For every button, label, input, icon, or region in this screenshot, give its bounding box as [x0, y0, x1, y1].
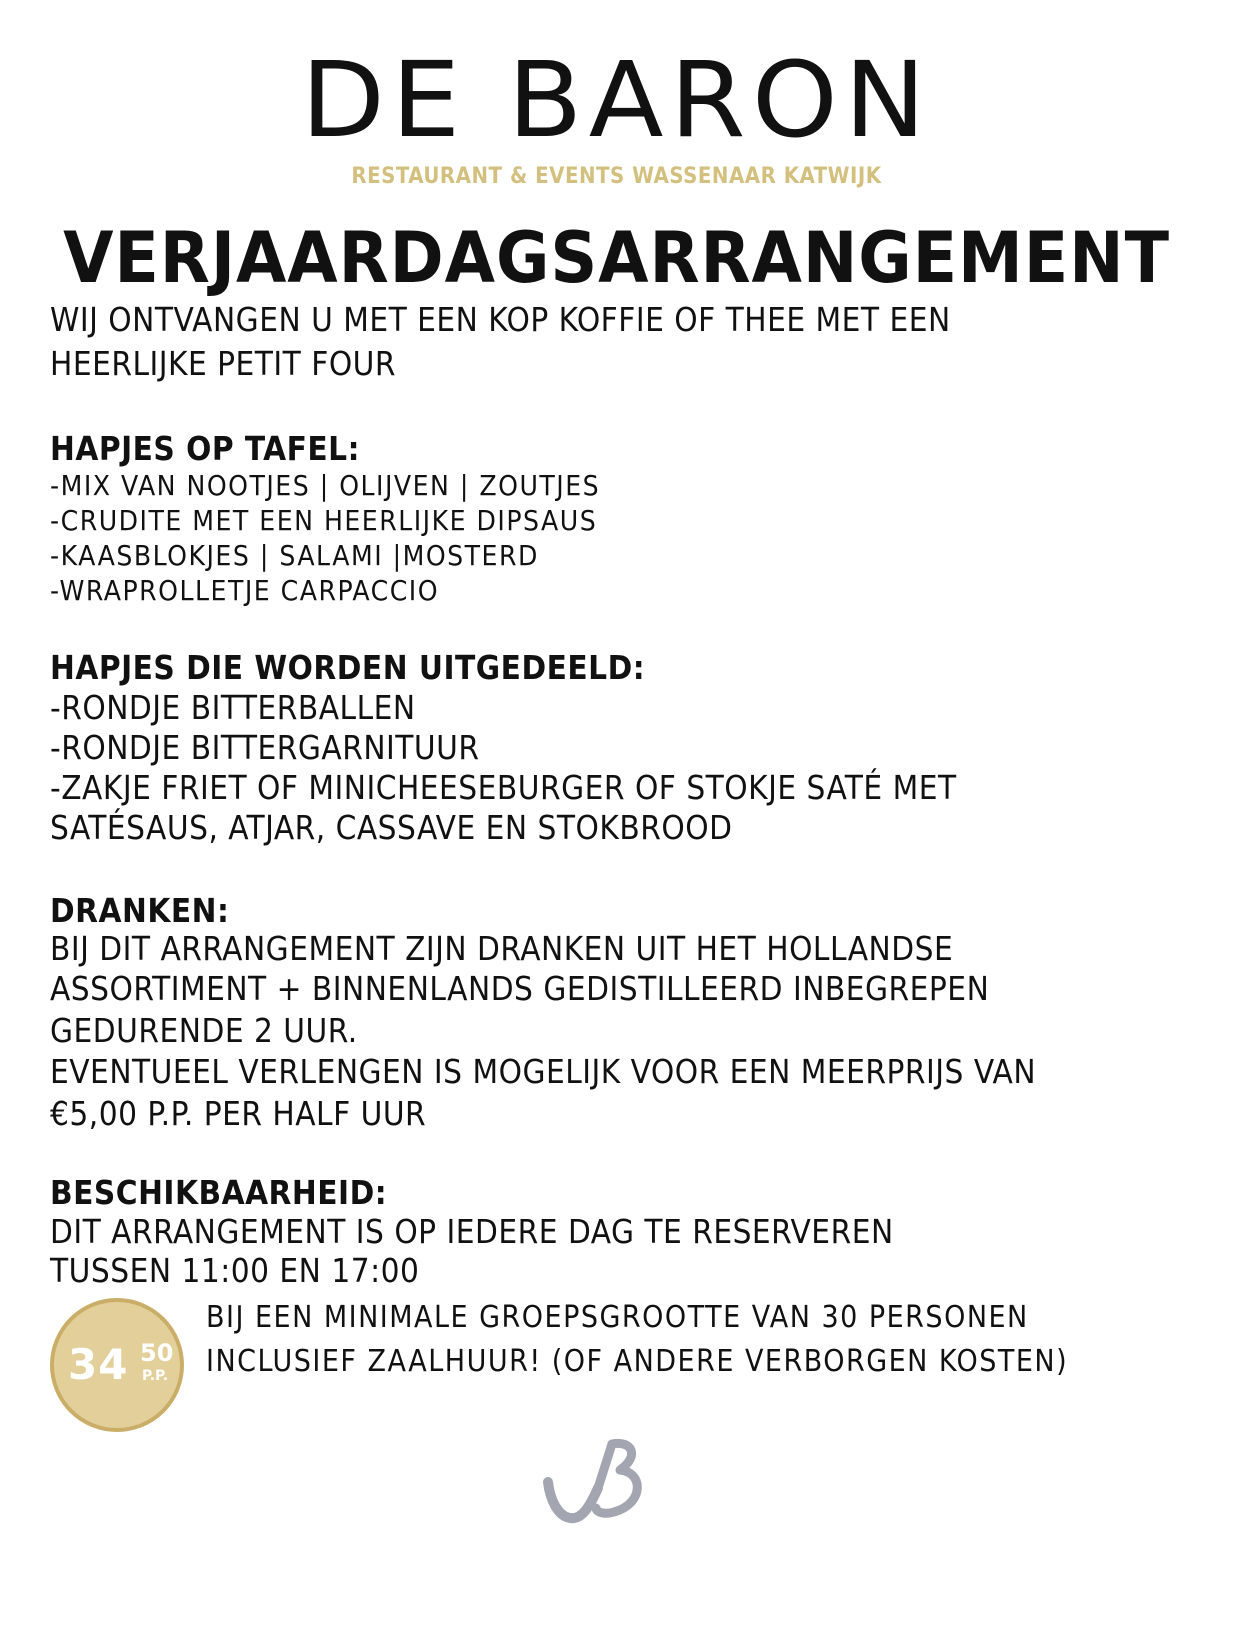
group-info	[206, 1296, 1068, 1384]
group-info-line: BIJ EEN MINIMALE GROEPSGROOTTE VAN 30 PERSONEN	[206, 1300, 1029, 1335]
page-title: VERJAARDAGSARRANGEMENT	[63, 217, 1170, 299]
section-heading-hapjes-uitgedeeld: HAPJES DIE WORDEN UITGEDEELD:	[50, 648, 646, 687]
list-item: -CRUDITE MET EEN HEERLIJKE DIPSAUS	[50, 504, 598, 537]
list-item: -ZAKJE FRIET OF MINICHEESEBURGER OF STOKJE SATÉ MET	[50, 768, 957, 807]
list-item: EVENTUEEL VERLENGEN IS MOGELIJK VOOR EEN MEERPRIJS VAN	[50, 1052, 1037, 1091]
intro-line: WIJ ONTVANGEN U MET EEN KOP KOFFIE OF THEE MET EEN	[50, 300, 951, 339]
list-item: DIT ARRANGEMENT IS OP IEDERE DAG TE RESERVEREN	[50, 1212, 894, 1251]
intro-line: HEERLIJKE PETIT FOUR	[50, 344, 397, 383]
section-heading-dranken: DRANKEN:	[50, 891, 230, 930]
spacer	[50, 608, 1190, 648]
list-item: BIJ DIT ARRANGEMENT ZIJN DRANKEN UIT HET HOLLANDSE	[50, 929, 954, 968]
list-item: €5,00 P.P. PER HALF UUR	[50, 1094, 427, 1133]
section-heading-hapjes-op-tafel: HAPJES OP TAFEL:	[50, 429, 360, 468]
list-item: -KAASBLOKJES | SALAMI |MOSTERD	[50, 539, 539, 572]
vb-monogram-icon	[540, 1434, 650, 1530]
list-item: ASSORTIMENT + BINNENLANDS GEDISTILLEERD INBEGREPEN	[50, 969, 990, 1008]
list-item: -MIX VAN NOOTJES | OLIJVEN | ZOUTJES	[50, 469, 601, 502]
price-badge	[50, 1298, 184, 1432]
list-item: -WRAPROLLETJE CARPACCIO	[50, 574, 440, 607]
brand-tagline: RESTAURANT & EVENTS WASSENAAR KATWIJK	[351, 164, 882, 189]
spacer	[50, 848, 1190, 892]
arrangement-content	[50, 298, 1190, 1290]
price-cents: 50	[140, 1339, 174, 1367]
list-item: SATÉSAUS, ATJAR, CASSAVE EN STOKBROOD	[50, 808, 733, 847]
list-item: TUSSEN 11:00 EN 17:00	[50, 1251, 420, 1290]
list-item: GEDURENDE 2 UUR.	[50, 1011, 358, 1050]
price-main: 34	[68, 1340, 129, 1389]
brand-name: DE BARON	[300, 39, 933, 161]
spacer	[50, 386, 1190, 430]
group-info-line: INCLUSIEF ZAALHUUR! (OF ANDERE VERBORGEN KOSTEN)	[206, 1344, 1069, 1379]
price-unit: P.P.	[142, 1368, 169, 1384]
vb-monogram-svg	[540, 1434, 650, 1530]
list-item: -RONDJE BITTERBALLEN	[50, 688, 416, 727]
section-heading-beschikbaarheid: BESCHIKBAARHEID:	[50, 1173, 388, 1212]
list-item: -RONDJE BITTERGARNITUUR	[50, 728, 480, 767]
spacer	[50, 1136, 1190, 1174]
